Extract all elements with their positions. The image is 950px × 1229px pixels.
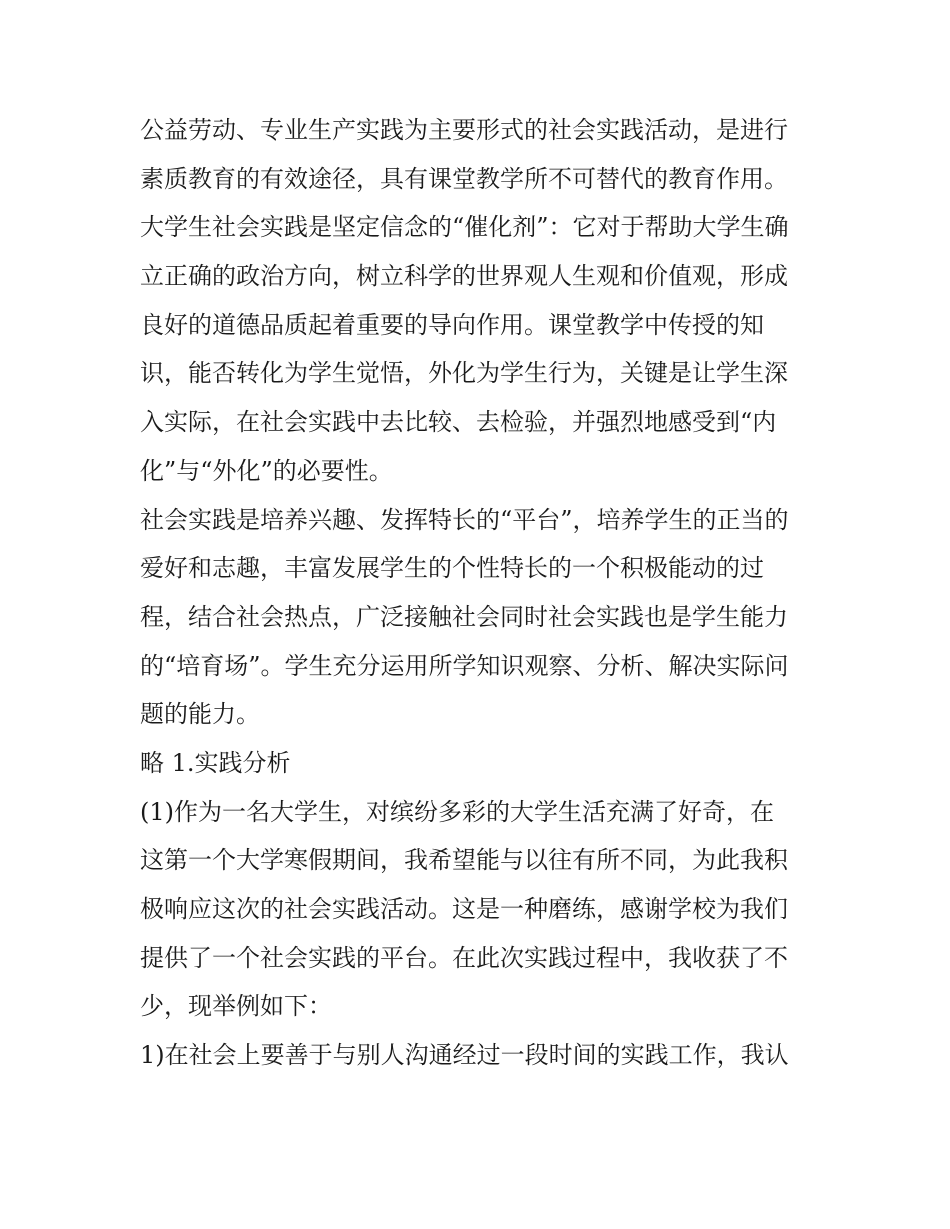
text-line: 识，能否转化为学生觉悟，外化为学生行为，关键是让学生深: [140, 359, 788, 388]
text-line: 这第一个大学寒假期间，我希望能与以往有所不同，为此我积: [140, 846, 788, 875]
text-line: 爱好和志趣，丰富发展学生的个性特长的一个积极能动的过: [140, 554, 764, 583]
text-line: 立正确的政治方向，树立科学的世界观人生观和价值观，形成: [140, 262, 788, 291]
section-heading: 略 1.实践分析: [140, 748, 291, 777]
text-line: 素质教育的有效途径，具有课堂教学所不可替代的教育作用。: [140, 164, 788, 193]
text-line: 入实际，在社会实践中去比较、去检验，并强烈地感受到“内: [140, 408, 777, 437]
text-line: 程，结合社会热点，广泛接触社会同时社会实践也是学生能力: [140, 602, 788, 631]
text-line: 的“培育场”。学生充分运用所学知识观察、分析、解决实际问: [140, 651, 789, 680]
text-line: 社会实践是培养兴趣、发挥特长的“平台”，培养学生的正当的: [140, 505, 789, 534]
text-line: 提供了一个社会实践的平台。在此次实践过程中，我收获了不: [140, 943, 788, 972]
text-line: 1)在社会上要善于与别人沟通经过一段时间的实践工作，我认: [140, 1041, 789, 1070]
text-line: 题的能力。: [140, 700, 260, 729]
text-line: 化”与“外化”的必要性。: [140, 456, 393, 485]
text-line: 公益劳动、专业生产实践为主要形式的社会实践活动，是进行: [140, 116, 788, 144]
text-line: (1)作为一名大学生，对缤纷多彩的大学生活充满了好奇，在: [140, 797, 774, 826]
text-line: 极响应这次的社会实践活动。这是一种磨练，感谢学校为我们: [140, 895, 788, 923]
text-line: 大学生社会实践是坚定信念的“催化剂”：它对于帮助大学生确: [140, 213, 789, 242]
text-line: 少，现举例如下：: [140, 992, 332, 1021]
text-line: 良好的道德品质起着重要的导向作用。课堂教学中传授的知: [140, 310, 764, 339]
body-text: [140, 106, 820, 1080]
